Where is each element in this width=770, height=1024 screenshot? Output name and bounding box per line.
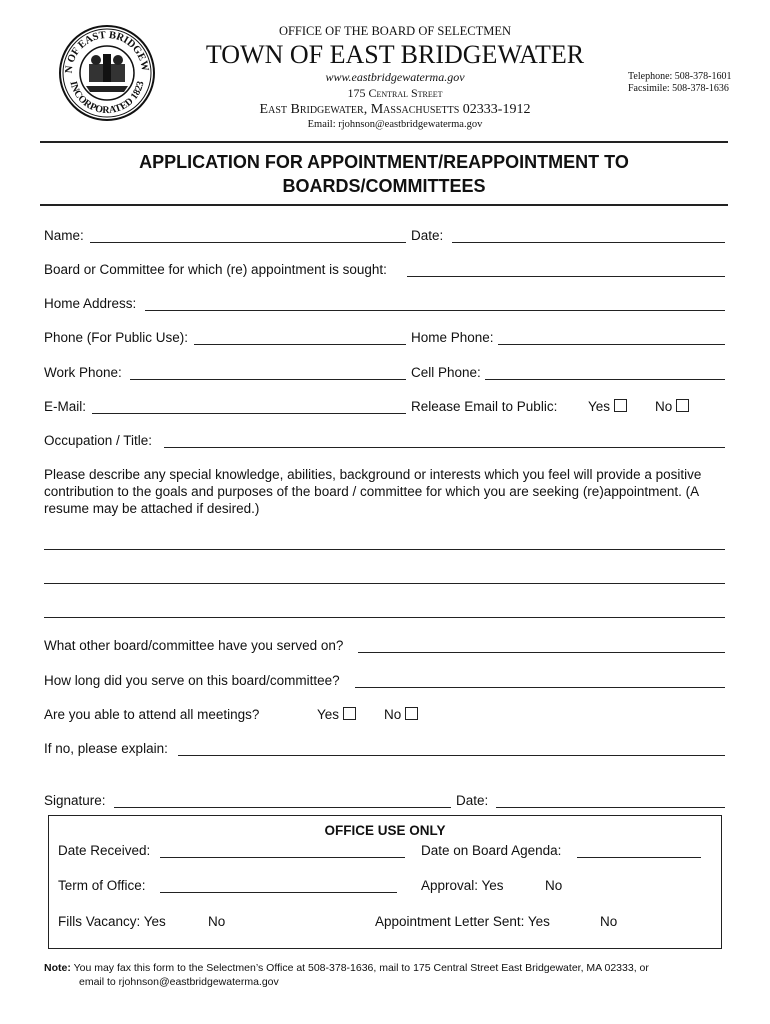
- attend-label: Are you able to attend all meetings?: [44, 707, 260, 722]
- fills-vacancy-yes[interactable]: Fills Vacancy: Yes: [58, 914, 166, 929]
- date-agenda-label: Date on Board Agenda:: [421, 843, 562, 858]
- attend-no-label: No: [384, 707, 402, 722]
- approval-no[interactable]: No: [545, 878, 563, 893]
- approval-yes[interactable]: Approval: Yes: [421, 878, 504, 893]
- release-email-label: Release Email to Public:: [411, 399, 558, 414]
- work-phone-label: Work Phone:: [44, 365, 122, 380]
- date-received-label: Date Received:: [58, 843, 151, 858]
- phone-public-field[interactable]: [194, 344, 406, 345]
- note-text-2: email to rjohnson@eastbridgewaterma.gov: [79, 976, 279, 988]
- cell-phone-field[interactable]: [485, 379, 725, 380]
- form-title-line1: APPLICATION FOR APPOINTMENT/REAPPOINTMENT TO: [139, 152, 629, 172]
- board-field[interactable]: [407, 276, 725, 277]
- home-address-field[interactable]: [145, 310, 725, 311]
- release-no-checkbox[interactable]: [676, 399, 689, 412]
- occupation-label: Occupation / Title:: [44, 433, 153, 448]
- town-name: TOWN OF EAST BRIDGEWATER: [205, 40, 585, 69]
- fills-vacancy-no[interactable]: No: [208, 914, 226, 929]
- telephone: Telephone: 508-378-1601: [628, 71, 732, 82]
- signature-date-field[interactable]: [496, 807, 725, 808]
- header-rule: [40, 141, 728, 143]
- note-label: Note:: [44, 962, 71, 974]
- signature-field[interactable]: [114, 807, 451, 808]
- release-yes-option[interactable]: [588, 399, 627, 414]
- office-use-title: OFFICE USE ONLY: [324, 823, 446, 838]
- email-field[interactable]: [92, 413, 406, 414]
- svg-text:TOWN OF EAST BRIDGEWATER: N OF EAST BRIDGEW: [63, 29, 151, 74]
- home-phone-label: Home Phone:: [411, 330, 494, 345]
- cell-phone-label: Cell Phone:: [411, 365, 481, 380]
- form-title-line2: BOARDS/COMMITTEES: [282, 176, 486, 196]
- attend-no-option[interactable]: [384, 707, 418, 722]
- describe-line-2[interactable]: [44, 583, 725, 584]
- date-field[interactable]: [452, 242, 725, 243]
- name-label: Name:: [44, 228, 84, 243]
- release-yes-label: Yes: [588, 399, 611, 414]
- if-no-label: If no, please explain:: [44, 741, 168, 756]
- footer-note: [44, 961, 744, 975]
- term-field[interactable]: [160, 892, 397, 893]
- date-label: Date:: [411, 228, 444, 243]
- email-label: E-Mail:: [44, 399, 87, 414]
- seal-icon: [58, 24, 156, 122]
- note-text-1: You may fax this form to the Selectmen’s Office at 508-378-1636, mail to 175 Central Street East Bridgewater, MA 02333, or: [73, 962, 649, 974]
- signature-label: Signature:: [44, 793, 106, 808]
- how-long-field[interactable]: [355, 687, 725, 688]
- other-board-field[interactable]: [358, 652, 725, 653]
- svg-text:INCORPORATED 1823: INCORPORATED 1823: [67, 80, 147, 117]
- letter-sent-no[interactable]: No: [600, 914, 618, 929]
- describe-line-1[interactable]: [44, 549, 725, 550]
- release-no-option[interactable]: [655, 399, 689, 414]
- town-seal: [58, 24, 156, 122]
- letter-sent-yes[interactable]: Appointment Letter Sent: Yes: [375, 914, 550, 929]
- attend-yes-option[interactable]: [317, 707, 356, 722]
- home-address-label: Home Address:: [44, 296, 137, 311]
- occupation-field[interactable]: [164, 447, 725, 448]
- facsimile: Facsimile: 508-378-1636: [628, 83, 729, 94]
- street-address: 175 Central Street: [347, 86, 443, 100]
- describe-instructions: Please describe any special knowledge, abilities, background or interests which you feel will provide a positive contribution to the goals and purposes of the board / committee for which you are seeking (re)appointment. (A resume may be attached if desired.): [44, 467, 702, 516]
- attend-yes-label: Yes: [317, 707, 340, 722]
- release-yes-checkbox[interactable]: [614, 399, 627, 412]
- how-long-label: How long did you serve on this board/committee?: [44, 673, 340, 688]
- describe-line-3[interactable]: [44, 617, 725, 618]
- website[interactable]: www.eastbridgewaterma.gov: [325, 70, 465, 84]
- date-received-field[interactable]: [160, 857, 405, 858]
- office-name: OFFICE OF THE BOARD OF SELECTMEN: [278, 24, 512, 38]
- if-no-field[interactable]: [178, 755, 725, 756]
- term-label: Term of Office:: [58, 878, 146, 893]
- attend-yes-checkbox[interactable]: [343, 707, 356, 720]
- city-address: East Bridgewater, Massachusetts 02333-1912: [259, 102, 531, 117]
- phone-public-label: Phone (For Public Use):: [44, 330, 189, 345]
- home-phone-field[interactable]: [498, 344, 725, 345]
- release-no-label: No: [655, 399, 673, 414]
- attend-no-checkbox[interactable]: [405, 707, 418, 720]
- other-board-label: What other board/committee have you served on?: [44, 638, 344, 653]
- date-agenda-field[interactable]: [577, 857, 701, 858]
- name-field[interactable]: [90, 242, 406, 243]
- work-phone-field[interactable]: [130, 379, 406, 380]
- title-rule: [40, 204, 728, 206]
- signature-date-label: Date:: [456, 793, 489, 808]
- email-line[interactable]: Email: rjohnson@eastbridgewaterma.gov: [307, 119, 483, 130]
- board-label: Board or Committee for which (re) appointment is sought:: [44, 262, 387, 277]
